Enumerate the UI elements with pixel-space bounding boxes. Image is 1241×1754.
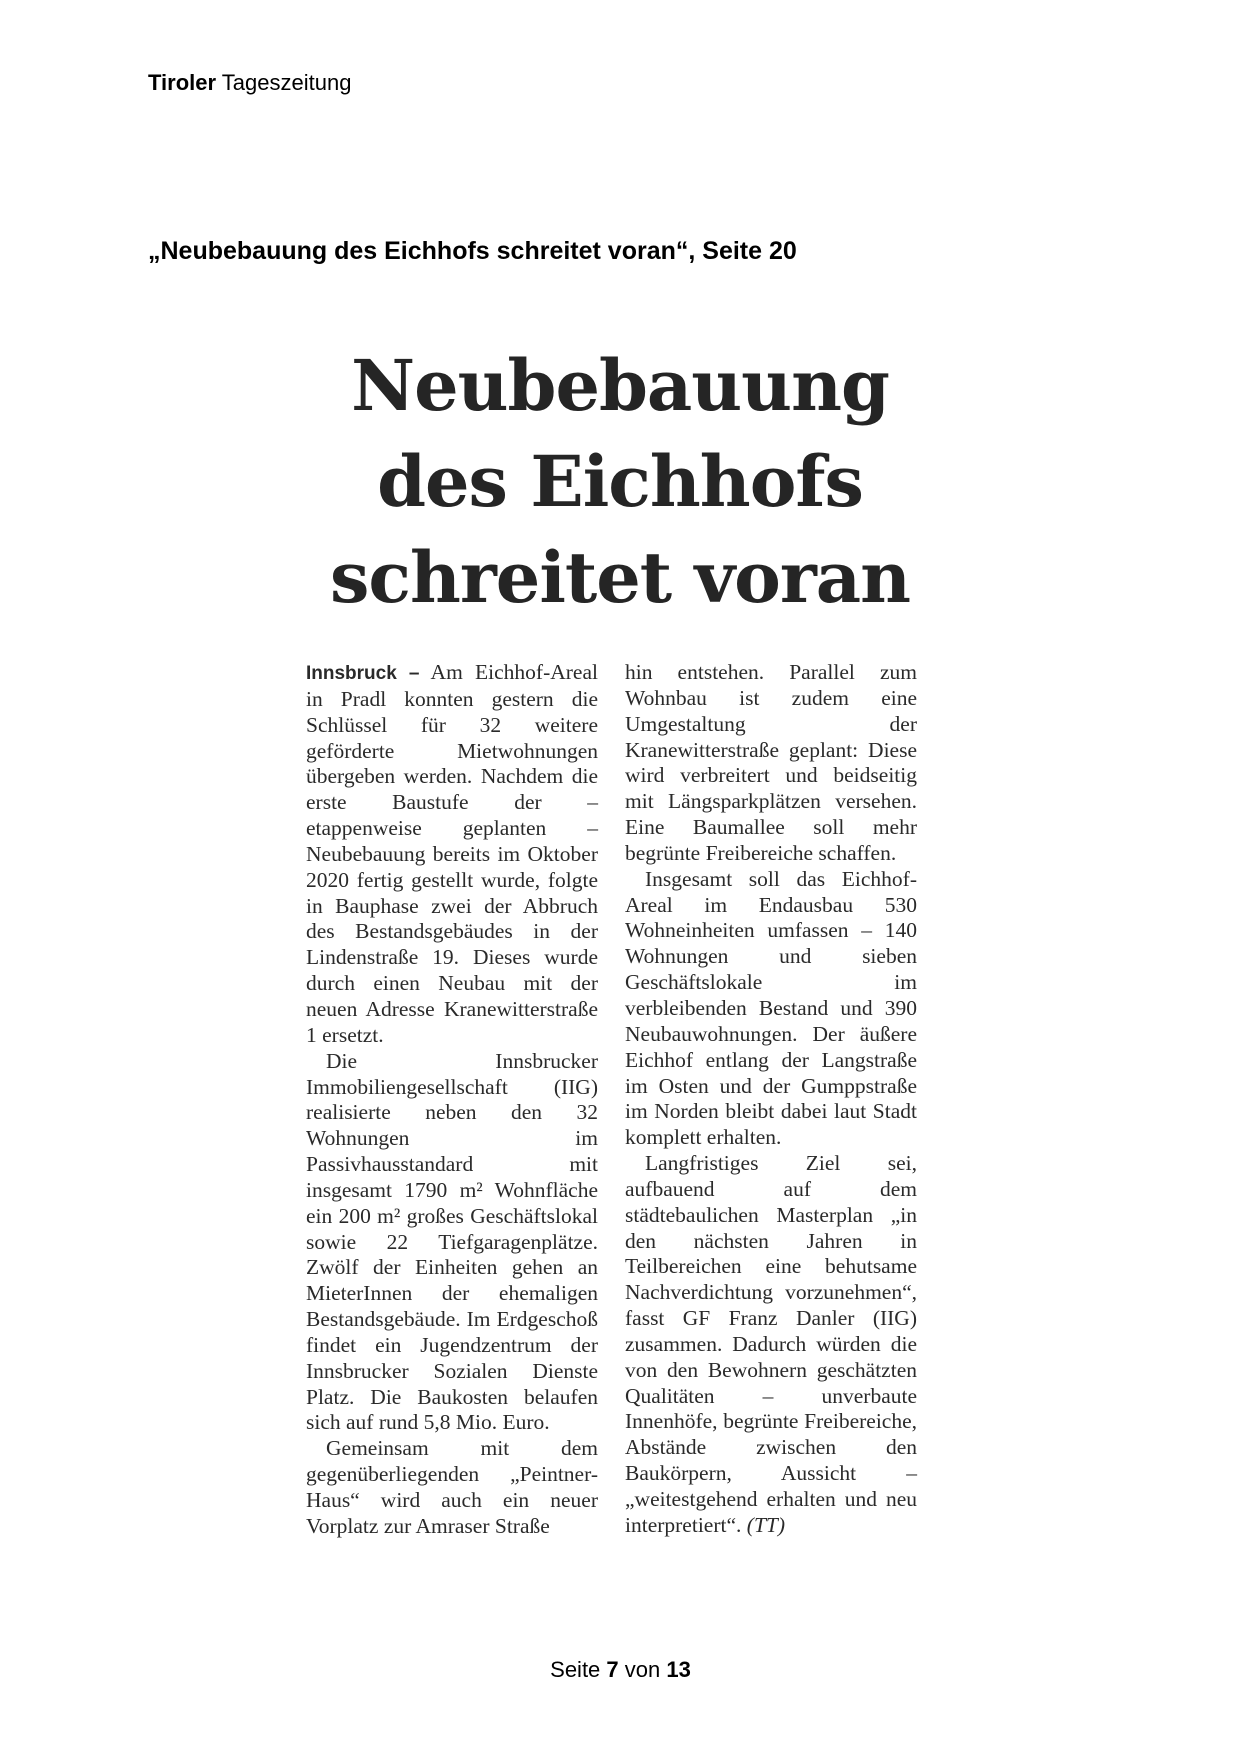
headline-line-3: schreitet voran <box>330 536 910 619</box>
total-pages: 13 <box>666 1657 691 1682</box>
paragraph-text: Am Eichhof-Areal in Pradl konnten gestern die Schlüssel für 32 weitere geförderte Mietwohnungen übergeben werden. Nachdem die erste Baustufe der – etappenweise geplanten – Neubebauung bereits im Oktober 2020 fertig gestellt wurde, folgte in Bauphase zwei der Abbruch des Bestandsgebäudes in der Lindenstraße 19. Dieses wurde durch einen Neubau mit der neuen Adresse Kranewitterstraße 1 ersetzt. <box>306 660 598 1047</box>
author-signature: (TT) <box>741 1512 786 1537</box>
headline-line-2: des Eichhofs <box>377 440 863 523</box>
headline-line-1: Neubebauung <box>351 344 889 427</box>
article-column-1 <box>306 660 598 1540</box>
paragraph: Gemeinsam mit dem gegenüberliegenden „Peintner-Haus“ wird auch ein neuer Vorplatz zur Amraser Straße <box>306 1436 598 1538</box>
page-footer <box>0 1657 1241 1683</box>
publication-name <box>148 70 351 96</box>
clipping-title: „Neubebauung des Eichhofs schreitet voran“, Seite 20 <box>148 237 797 265</box>
paragraph <box>625 1151 917 1539</box>
current-page: 7 <box>606 1657 619 1682</box>
dateline: Innsbruck – <box>306 663 420 684</box>
paragraph: Die Innsbrucker Immobiliengesellschaft (IIG) realisierte neben den 32 Wohnungen im Passivhausstandard mit insgesamt 1790 m² Wohnfläche ein 200 m² großes Geschäftslokal sowie 22 Tiefgaragenplätze. Zwölf der Einheiten gehen an MieterInnen der ehemaligen Bestandsgebäude. Im Erdgeschoß findet ein Jugendzentrum der Innsbrucker Sozialen Dienste Platz. Die Baukosten belaufen sich auf rund 5,8 Mio. Euro. <box>306 1048 598 1435</box>
article-headline <box>280 338 960 626</box>
publication-name-bold: Tiroler <box>148 70 217 95</box>
paragraph <box>306 660 598 1049</box>
paragraph-text: Langfristiges Ziel sei, aufbauend auf dem städtebaulichen Masterplan „in den nächsten Jahren in Teilbereichen eine behutsame Nachverdichtung vorzunehmen“, fasst GF Franz Danler (IIG) zusammen. Dadurch würden die von den Bewohnern geschätzten Qualitäten – unverbaute Innenhöfe, begrünte Freibereiche, Abstände zwischen den Baukörpern, Aussicht – „weitestgehend erhalten und neu interpretiert“. <box>625 1151 917 1537</box>
footer-prefix: Seite <box>550 1657 607 1682</box>
paragraph: hin entstehen. Parallel zum Wohnbau ist zudem eine Umgestaltung der Kranewitterstraße geplant: Diese wird verbreitert und beidseitig mit Längsparkplätzen versehen. Eine Baumallee soll mehr begrünte Freibereiche schaffen. <box>625 660 917 865</box>
publication-name-rest: Tageszeitung <box>216 70 352 95</box>
paragraph: Insgesamt soll das Eichhof-Areal im Endausbau 530 Wohneinheiten umfassen – 140 Wohnungen und sieben Geschäftslokale im verbleibenden Bestand und 390 Neubauwohnungen. Der äußere Eichhof entlang der Langstraße im Osten und der Gumppstraße im Norden bleibt dabei laut Stadt komplett erhalten. <box>625 866 917 1150</box>
footer-mid: von <box>618 1657 667 1682</box>
article-column-2 <box>625 660 917 1539</box>
